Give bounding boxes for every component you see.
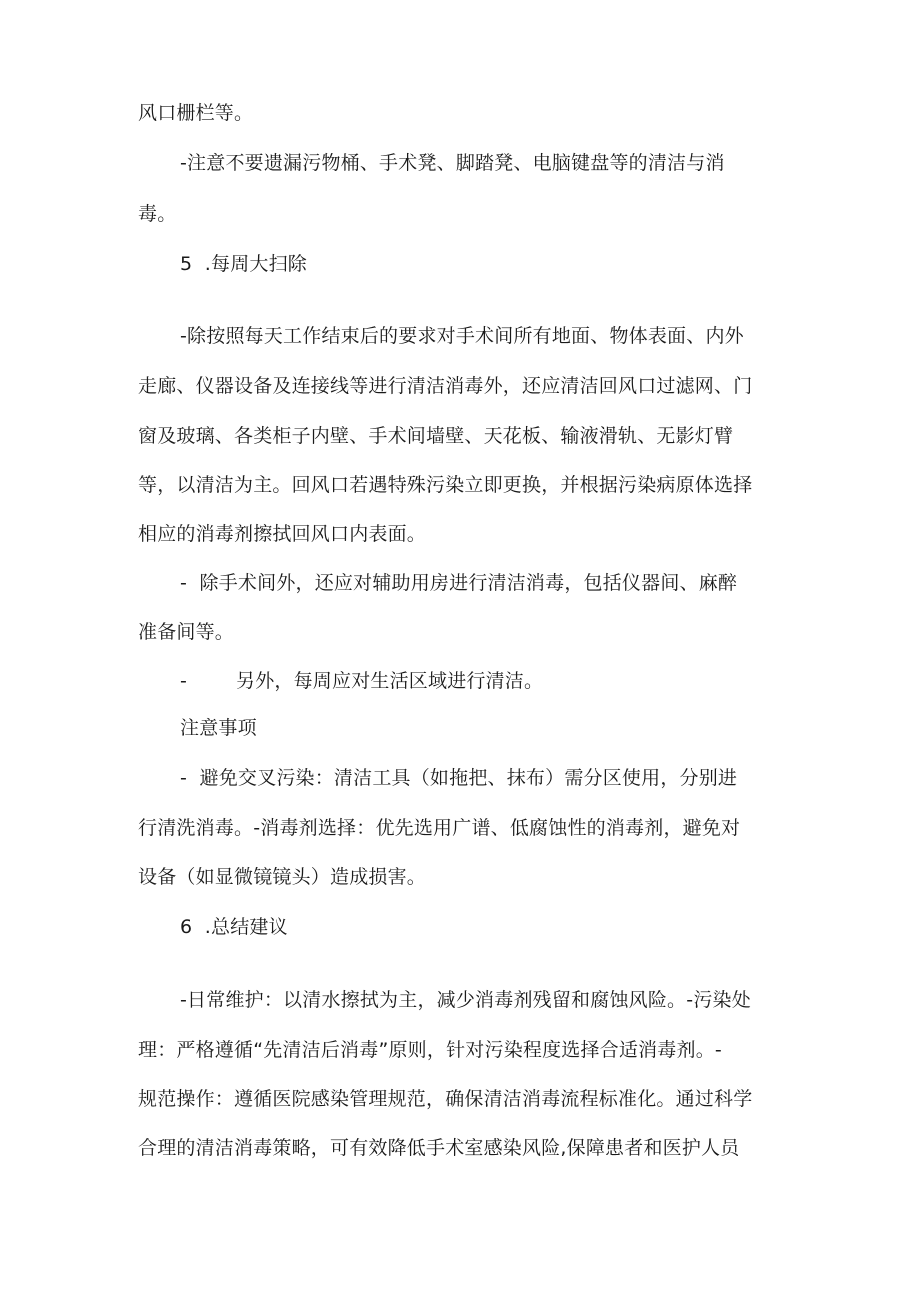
paragraph-line: 准备间等。 (138, 621, 235, 643)
section-heading: 5 .每周大扫除 (180, 253, 308, 275)
paragraph-line: 合理的清洁消毒策略，可有效降低手术室感染风险,保障患者和医护人员 (138, 1137, 740, 1159)
paragraph-line: -除按照每天工作结束后的要求对手术间所有地面、物体表面、内外 (180, 325, 744, 347)
paragraph-line: -日常维护：以清水擦拭为主，减少消毒剂残留和腐蚀风险。-污染处 (180, 989, 751, 1011)
paragraph-line: 行清洗消毒。-消毒剂选择：优先选用广谱、低腐蚀性的消毒剂，避免对 (138, 817, 741, 839)
paragraph-line: 相应的消毒剂擦拭回风口内表面。 (138, 523, 427, 545)
paragraph-line: - 除手术间外，还应对辅助用房进行清洁消毒，包括仪器间、麻醉 (180, 572, 738, 594)
paragraph-line: 毒。 (138, 203, 177, 225)
paragraph-line: 走廊、仪器设备及连接线等进行清洁消毒外，还应清洁回风口过滤网、门 (138, 375, 753, 397)
section-heading: 注意事项 (180, 717, 257, 739)
paragraph-line: 理：严格遵循“先清洁后消毒”原则，针对污染程度选择合适消毒剂。- (138, 1039, 722, 1061)
paragraph-line: 规范操作：遵循医院感染管理规范，确保清洁消毒流程标准化。通过科学 (138, 1088, 753, 1110)
paragraph-line: 另外，每周应对生活区域进行清洁。 (236, 670, 544, 692)
list-dash: - (180, 670, 188, 692)
paragraph-line: 设备（如显微镜镜头）造成损害。 (138, 866, 427, 888)
paragraph-line: -注意不要遗漏污物桶、手术凳、脚踏凳、电脑键盘等的清洁与消 (180, 152, 725, 174)
paragraph-line: 窗及玻璃、各类柜子内壁、手术间墙壁、天花板、输液滑轨、无影灯臂 (138, 425, 734, 447)
paragraph-line: 等，以清洁为主。回风口若遇特殊污染立即更换，并根据污染病原体选择 (138, 474, 753, 496)
paragraph-line: - 避免交叉污染：清洁工具（如拖把、抹布）需分区使用，分别进 (180, 767, 738, 789)
paragraph-line: 风口栅栏等。 (138, 102, 254, 124)
section-heading: 6 .总结建议 (180, 916, 288, 938)
